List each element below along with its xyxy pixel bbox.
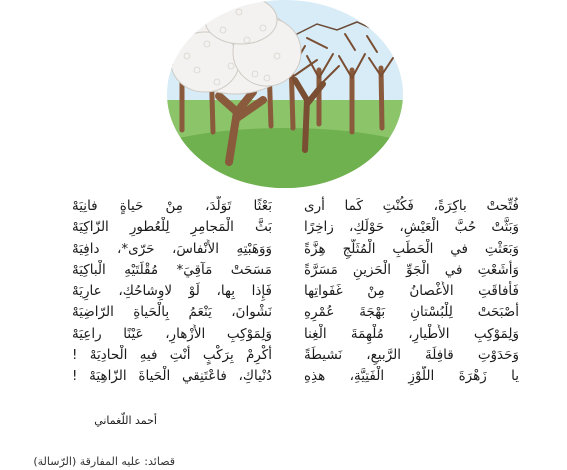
poem-right-column: [304, 196, 519, 388]
poem-verse: وَحَدَوْتِ قافِلَةَ الرَّبيعِ، نَشيطَةً: [304, 347, 519, 364]
poem-verse: وَبَعَثْتِ في الْحَطَبِ الْمُثَلَّجِ هِزَّةً: [304, 240, 519, 257]
poem-verse: أَصْبَحَتْ لِلْبُسْتانِ بَهْجَةَ عُمْرِهِ: [304, 304, 519, 321]
poem-verse: يا زَهْرَةَ اللَّوْزِ الْفَتِيَّةِ، هذِهِ: [304, 368, 519, 385]
poem-verse: وَلِمَوْكِبِ الأَزْهارِ، عَيْنًا راعِيَهْ: [72, 325, 272, 342]
poem-verse: فَأَفاقَتِ الأَغْصانُ مِنْ غَفَواتِها: [304, 283, 519, 300]
poem-verse: دُنْياكِ، فاعْتَنِقي الْحَياةَ الزّاهِيَهْ !: [72, 368, 272, 385]
poem-verse: فَإِذا بِها، لَوْ لاوِشاحُكِ، عارِيَهْ: [72, 283, 272, 300]
poem-verse: وَوَهَبْتِهِ الأَنْفاسَ، حَرّى*، دافِيَهْ: [72, 240, 272, 257]
poem-verse: بَثَّ الْمَجامِرِ لِلْعُطورِ الزّاكِيَهْ: [72, 219, 272, 236]
tree-illustration: [167, 0, 403, 188]
poem-source: قصائد: عليه المفارقة (الرّسالة): [33, 455, 175, 468]
poem-verse: مَسَحَتْ مَآقِيَ* مُقْلَتَيْهِ الْباكِيَهْ: [72, 261, 272, 278]
poem-verse: وَلِمَوْكِبِ الأَطْيارِ، مُلْهِمَةَ الْغِنا: [304, 325, 519, 342]
poem-verse: وَأَشَعْتِ في الْجَوِّ الْحَزينِ مَسَرَّةً: [304, 261, 519, 278]
poem-verse: أَكْرِمْ بِرَكْبٍ أَنْتِ فيهِ الْحادِيَهْ !: [72, 347, 272, 364]
poem-left-column: [72, 196, 272, 388]
poem-verse: فُتِّحتْ باكِرَةً، فَكُنْتِ كَما أَرى: [304, 198, 519, 214]
poem-verse: نَشْوانَ، يَنْعَمُ بِالْحَياةِ الرّاضِيَهْ: [72, 304, 272, 321]
poem-author: أحمد اللّغماني: [94, 414, 157, 427]
poem-verse: بَعْثًا تَوَلَّدَ، مِنْ حَياةٍ فانِيَهْ: [72, 198, 272, 214]
poem-verse: وَبَثَّتْ حُبَّ الْعَيْشِ، حَوْلَكِ، زاخِرًا: [304, 219, 519, 236]
